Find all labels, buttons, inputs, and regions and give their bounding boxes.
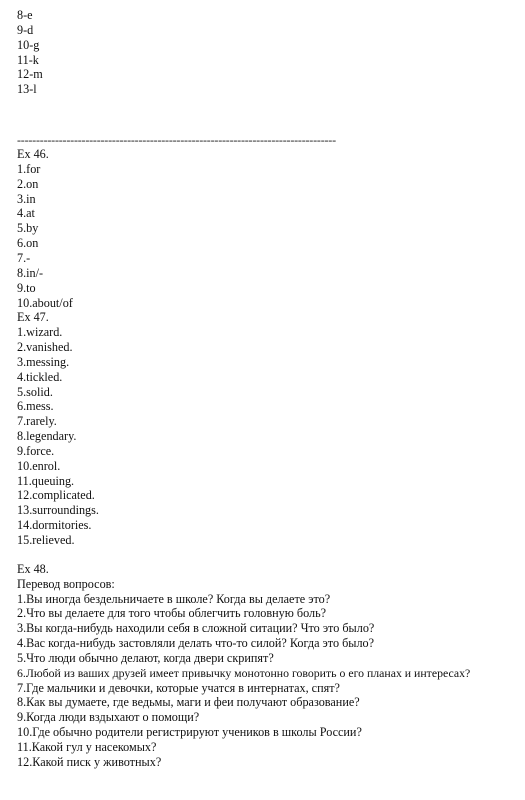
exercise-47: [17, 310, 517, 548]
answer-line: 12.complicated.: [17, 488, 95, 503]
answer-line: 6.mess.: [17, 399, 54, 414]
answer-line: 5.solid.: [17, 384, 53, 399]
question-line: 11.Какой гул у насекомых?: [17, 739, 157, 754]
answer-line: 3.in: [17, 191, 36, 206]
answer-line: 3.messing.: [17, 354, 70, 369]
answer-line: 7.-: [17, 250, 31, 265]
answer-line: 11.queuing.: [17, 473, 75, 488]
answer-line: 4.at: [17, 206, 35, 221]
exercise-title: Ex 47.: [17, 310, 49, 325]
question-line: 5.Что люди обычно делают, когда двери скрипят?: [17, 650, 274, 665]
answer-line: 8.in/-: [17, 265, 44, 280]
answer-line: 14.dormitories.: [17, 518, 92, 533]
exercise-48: [17, 562, 517, 770]
document-page: [17, 8, 517, 770]
answer-line: 13.surroundings.: [17, 503, 99, 518]
question-line: 9.Когда люди вздыхают о помощи?: [17, 710, 200, 725]
answer-line: 9-d: [17, 22, 34, 37]
answer-line: 12-m: [17, 67, 43, 82]
question-line: 6.Любой из ваших друзей имеет привычку монотонно говорить о его планах и интересах?: [17, 665, 471, 680]
question-line: 3.Вы когда-нибудь находили себя в сложной ситации? Что это было?: [17, 621, 375, 636]
answer-line: 7.rarely.: [17, 414, 57, 429]
answer-line: 2.vanished.: [17, 340, 73, 355]
spacer: [17, 548, 517, 562]
answer-line: 2.on: [17, 176, 39, 191]
dashed-divider: ------------------------------------------------------------------------------------: [17, 133, 336, 148]
question-line: 8.Как вы думаете, где ведьмы, маги и феи получают образование?: [17, 695, 360, 710]
answer-line: 9.to: [17, 280, 36, 295]
answer-line: 1.for: [17, 161, 41, 176]
answer-line: 15.relieved.: [17, 533, 75, 547]
answer-line: 4.tickled.: [17, 369, 63, 384]
answer-line: 8-e: [17, 8, 33, 22]
answer-line: 10.enrol.: [17, 458, 61, 473]
answer-line: 9.force.: [17, 443, 55, 458]
spacer: [17, 97, 517, 133]
answer-line: 11-k: [17, 52, 39, 67]
exercise-subtitle: Перевод вопросов:: [17, 576, 115, 591]
answer-line: 10.about/of: [17, 295, 73, 310]
question-line: 10.Где обычно родители регистрируют учеников в школы России?: [17, 725, 362, 740]
exercise-46: [17, 147, 517, 310]
answer-line: 6.on: [17, 236, 39, 251]
answer-line: 8.legendary.: [17, 429, 77, 444]
exercise-title: Ex 46.: [17, 147, 49, 162]
answer-line: 13-l: [17, 82, 37, 97]
answer-line: 10-g: [17, 37, 40, 52]
answer-line: 1.wizard.: [17, 325, 63, 340]
question-line: 12.Какой писк у животных?: [17, 754, 162, 769]
question-line: 7.Где мальчики и девочки, которые учатся в интернатах, спят?: [17, 680, 340, 695]
answer-line: 5.by: [17, 221, 39, 236]
exercise-title: Ex 48.: [17, 561, 49, 576]
question-line: 2.Что вы делаете для того чтобы облегчить головную боль?: [17, 606, 327, 621]
answers-top-list: [17, 8, 517, 97]
question-line: 1.Вы иногда бездельничаете в школе? Когда вы делаете это?: [17, 591, 331, 606]
question-line: 4.Вас когда-нибудь застовляли делать что-то силой? Когда это было?: [17, 636, 375, 651]
